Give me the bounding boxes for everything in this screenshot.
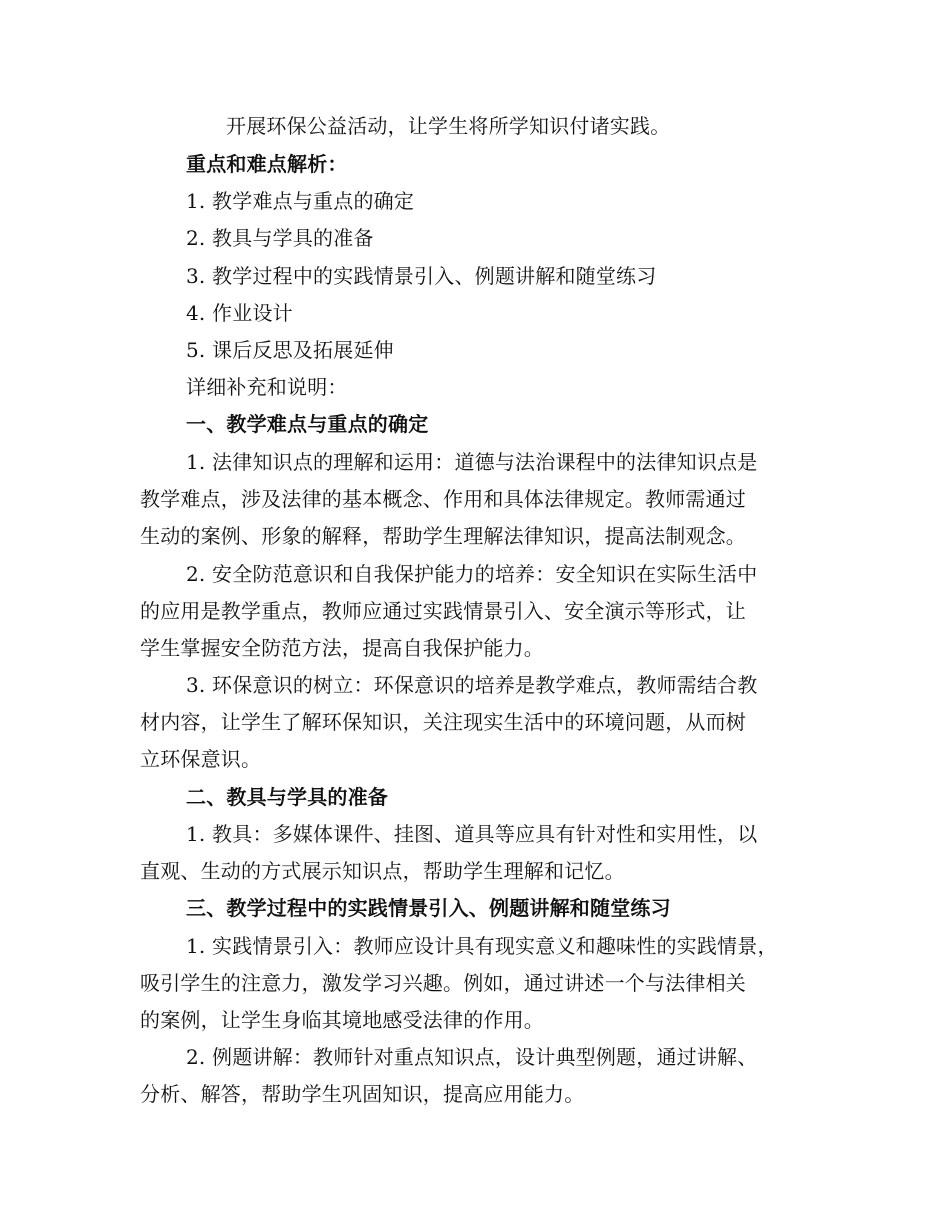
paragraph-line: 生动的案例、形象的解释，帮助学生理解法律知识，提高法制观念。 — [140, 524, 746, 548]
paragraph-line: 学生掌握安全防范方法，提高自我保护能力。 — [140, 636, 544, 660]
paragraph-line: 2. 例题讲解：教师针对重点知识点，设计典型例题，通过讲解、 — [186, 1045, 758, 1069]
paragraph-line: 详细补充和说明： — [186, 375, 348, 399]
list-item: 1. 教学难点与重点的确定 — [186, 189, 415, 213]
paragraph-line: 分析、解答，帮助学生巩固知识，提高应用能力。 — [140, 1082, 585, 1106]
paragraph-line: 立环保意识。 — [140, 747, 262, 771]
paragraph-line: 材内容，让学生了解环保知识，关注现实生活中的环境问题，从而树 — [140, 710, 746, 734]
paragraph-line: 1. 法律知识点的理解和运用：道德与法治课程中的法律知识点是 — [186, 450, 758, 474]
paragraph-line: 1. 实践情景引入：教师应设计具有现实意义和趣味性的实践情景， — [186, 934, 778, 958]
section-heading: 三、教学过程中的实践情景引入、例题讲解和随堂练习 — [186, 896, 671, 920]
paragraph-line: 直观、生动的方式展示知识点，帮助学生理解和记忆。 — [140, 859, 625, 883]
list-item: 5. 课后反思及拓展延伸 — [186, 338, 394, 362]
section-heading: 重点和难点解析： — [186, 152, 348, 176]
paragraph-line: 3. 环保意识的树立：环保意识的培养是教学难点，教师需结合教 — [186, 673, 758, 697]
list-item: 3. 教学过程中的实践情景引入、例题讲解和随堂练习 — [186, 264, 657, 288]
list-item: 2. 教具与学具的准备 — [186, 226, 374, 250]
paragraph-line: 的应用是教学重点，教师应通过实践情景引入、安全演示等形式，让 — [140, 599, 746, 623]
section-heading: 二、教具与学具的准备 — [186, 785, 388, 809]
paragraph-line: 2. 安全防范意识和自我保护能力的培养：安全知识在实际生活中 — [186, 562, 758, 586]
paragraph-line: 教学难点，涉及法律的基本概念、作用和具体法律规定。教师需通过 — [140, 487, 746, 511]
paragraph-line: 1. 教具：多媒体课件、挂图、道具等应具有针对性和实用性，以 — [186, 822, 758, 846]
list-item: 4. 作业设计 — [186, 301, 293, 325]
paragraph-line: 的案例，让学生身临其境地感受法律的作用。 — [140, 1008, 544, 1032]
section-heading: 一、教学难点与重点的确定 — [186, 412, 429, 436]
paragraph-line: 开展环保公益活动，让学生将所学知识付诸实践。 — [226, 114, 671, 138]
paragraph-line: 吸引学生的注意力，激发学习兴趣。例如，通过讲述一个与法律相关 — [140, 971, 746, 995]
